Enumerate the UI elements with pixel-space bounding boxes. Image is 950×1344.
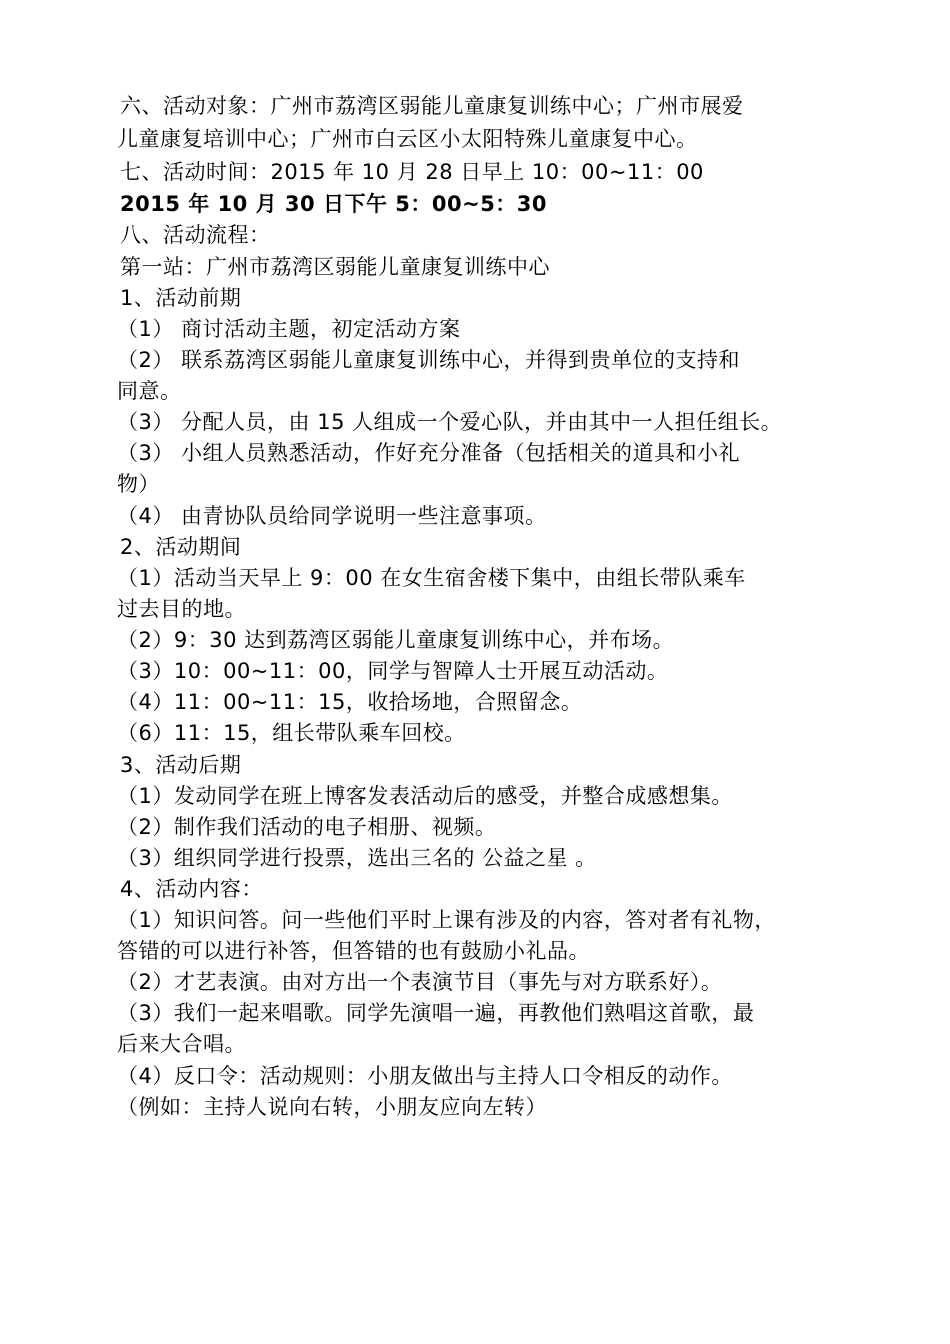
text-line: （3） 小组人员熟悉活动，作好充分准备（包括相关的道具和小礼 xyxy=(117,441,741,465)
text-line: 七、活动时间：2015 年 10 月 28 日早上 10：00~11：00 xyxy=(120,160,704,184)
text-line: 4、活动内容： xyxy=(120,877,263,901)
text-line: 六、活动对象：广州市荔湾区弱能儿童康复训练中心；广州市展爱 xyxy=(120,94,744,118)
text-line: （2）才艺表演。由对方出一个表演节目（事先与对方联系好）。 xyxy=(117,970,723,994)
text-line: 后来大合唱。 xyxy=(117,1032,246,1056)
text-line: 八、活动流程： xyxy=(120,223,271,247)
text-line: 3、活动后期 xyxy=(120,753,242,777)
text-line: 1、活动前期 xyxy=(120,286,242,310)
text-line: （6）11：15，组长带队乘车回校。 xyxy=(117,721,466,745)
text-line: （2）9：30 达到荔湾区弱能儿童康复训练中心，并布场。 xyxy=(117,628,675,652)
text-line: 同意。 xyxy=(117,379,182,403)
text-line: （2） 联系荔湾区弱能儿童康复训练中心，并得到贵单位的支持和 xyxy=(117,348,741,372)
text-line: （3）10：00~11：00，同学与智障人士开展互动活动。 xyxy=(117,659,669,683)
text-line: （4）11：00~11：15，收拾场地，合照留念。 xyxy=(117,690,583,714)
text-line: 儿童康复培训中心；广州市白云区小太阳特殊儿童康复中心。 xyxy=(117,127,698,151)
text-line: 过去目的地。 xyxy=(117,597,246,621)
text-line: （3） 分配人员，由 15 人组成一个爱心队，并由其中一人担任组长。 xyxy=(117,410,783,434)
text-line: （1）发动同学在班上博客发表活动后的感受，并整合成感想集。 xyxy=(117,784,733,808)
text-line: （2）制作我们活动的电子相册、视频。 xyxy=(117,815,497,839)
text-line: （3）组织同学进行投票，选出三名的 公益之星 。 xyxy=(117,846,597,870)
text-line: （3）我们一起来唱歌。同学先演唱一遍，再教他们熟唱这首歌，最 xyxy=(117,1001,755,1025)
text-line: （1） 商讨活动主题，初定活动方案 xyxy=(117,317,461,341)
text-line: 2、活动期间 xyxy=(120,535,242,559)
text-line: （4） 由青协队员给同学说明一些注意事项。 xyxy=(117,504,547,528)
text-line: 第一站：广州市荔湾区弱能儿童康复训练中心 xyxy=(120,255,550,279)
text-line: 答错的可以进行补答，但答错的也有鼓励小礼品。 xyxy=(117,939,590,963)
text-line: 2015 年 10 月 30 日下午 5：00~5：30 xyxy=(120,192,548,216)
text-line: 物） xyxy=(117,472,160,496)
text-line: （1）活动当天早上 9：00 在女生宿舍楼下集中，由组长带队乘车 xyxy=(117,566,746,590)
text-line: （例如：主持人说向右转，小朋友应向左转） xyxy=(117,1095,547,1119)
text-line: （1）知识问答。问一些他们平时上课有涉及的内容，答对者有礼物， xyxy=(117,908,776,932)
text-line: （4）反口令：活动规则：小朋友做出与主持人口令相反的动作。 xyxy=(117,1064,733,1088)
